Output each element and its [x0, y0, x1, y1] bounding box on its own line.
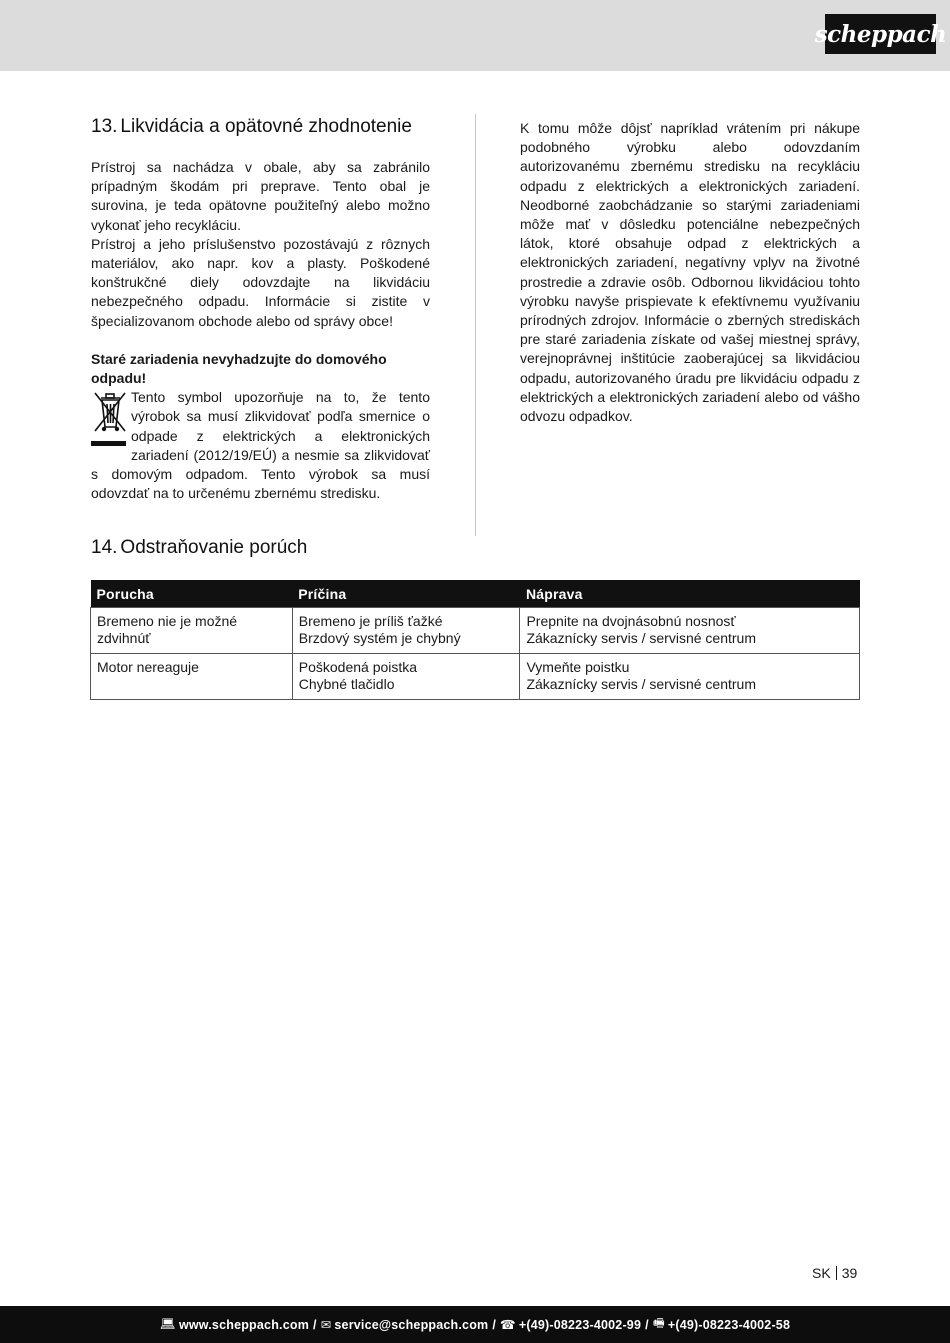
fault-cell — [91, 653, 293, 699]
section-13-heading — [91, 114, 430, 140]
cell-line: Zákaznícky servis / servisné centrum — [526, 675, 756, 692]
section-14-heading — [91, 535, 307, 561]
column-header-fault: Porucha — [91, 580, 293, 607]
section-number: 13. — [91, 116, 118, 137]
footer-website[interactable]: www.scheppach.com — [178, 1317, 310, 1332]
page-number — [812, 1265, 857, 1281]
cell-line: Chybné tlačidlo — [298, 675, 395, 692]
footer-separator: / — [645, 1317, 649, 1332]
right-column — [520, 119, 860, 426]
cause-cell — [292, 653, 520, 699]
header-band — [0, 0, 950, 71]
mail-icon: ✉︎ — [320, 1318, 332, 1332]
weee-block — [91, 388, 430, 503]
section-title: Likvidácia a opätovné zhodnotenie — [120, 116, 412, 137]
page-number-value: 39 — [841, 1265, 858, 1281]
cause-cell — [292, 607, 520, 653]
fax-icon: 🖷︎ — [652, 1316, 665, 1330]
footer-separator: / — [313, 1317, 317, 1332]
disposal-paragraph-1: Prístroj sa nachádza v obale, aby sa zabránilo prípadným škodám pri preprave. Tento obal je surovina, je teda opätovne použiteľný alebo možno vykonať jeho recykláciu. — [91, 159, 430, 233]
table-row — [91, 653, 860, 699]
page-language: SK — [812, 1265, 831, 1281]
footer-fax: +(49)-08223-4002-58 — [667, 1317, 791, 1332]
remedy-cell — [520, 653, 860, 699]
crossed-bin-icon — [91, 389, 129, 451]
footer-phone: +(49)-08223-4002-99 — [518, 1317, 642, 1332]
computer-icon: 💻︎ — [159, 1317, 176, 1331]
left-column — [91, 114, 430, 503]
cell-line: Bremeno je príliš ťažké — [298, 612, 443, 629]
fault-cell — [91, 607, 293, 653]
disposal-warning: Staré zariadenia nevyhadzujte do domového odpadu! — [91, 350, 387, 387]
weee-paragraph: Tento symbol upozorňuje na to, že tento výrobok sa musí zlikvidovať podľa smernice o odpade z elektrických a elektronických zariadení (2012/19/EÚ) a nesmie sa zlikvidovať s domovým odpadom. Tento výrobok sa musí odovzdať na to určenému zbernému stredisku. — [91, 389, 430, 502]
scheppach-logo: scheppach — [825, 14, 936, 54]
cell-line: zdvihnúť — [97, 629, 151, 646]
page-separator — [836, 1266, 837, 1280]
cell-line: Zákaznícky servis / servisné centrum — [526, 629, 756, 646]
column-divider — [475, 114, 476, 536]
section-number: 14. — [91, 537, 118, 558]
disposal-paragraph-right: K tomu môže dôjsť napríklad vrátením pri nákupe podobného výrobku alebo odovzdaním autorizovanému zbernému stredisku na recykláciu odpadu z elektrických a elektronických zariadení. Neodborné zaobchádzanie so starými zariadeniami môže mať v dôsledku potenciálne nebezpečných látok, ktoré obsahuje odpad z elektrických a elektronických zariadení, negatívny vplyv na životné prostredie a zdravie osôb. Odbornou likvidáciou tohto výrobku navyše prispievate k efektívnemu využívaniu prírodných zdrojov. Informácie o zberných strediskách pre staré zariadenia získate od vašej miestnej správy, verejnoprávnej inštitúcie zaoberajúcej sa likvidáciou odpadu, autorizovaného úradu pre likvidáciu odpadu z elektrických a elektronických zariadení alebo od vášho odvozu odpadkov. — [520, 120, 860, 425]
cell-line: Poškodená poistka — [298, 658, 418, 675]
cell-line: Vymeňte poistku — [526, 658, 630, 675]
cell-line: Prepnite na dvojnásobnú nosnosť — [526, 612, 736, 629]
column-header-remedy: Náprava — [520, 580, 860, 607]
troubleshooting-table — [90, 580, 860, 700]
phone-icon: ☎︎ — [500, 1318, 516, 1332]
cell-line: Motor nereaguje — [97, 658, 199, 675]
cell-line: Bremeno nie je možné — [97, 612, 238, 629]
section-title: Odstraňovanie porúch — [120, 537, 308, 558]
footer-separator: / — [492, 1317, 497, 1332]
footer-bar — [0, 1306, 950, 1343]
footer-email[interactable]: service@scheppach.com — [334, 1317, 489, 1332]
remedy-cell — [520, 607, 860, 653]
table-header-row — [91, 580, 860, 607]
column-header-cause: Príčina — [292, 580, 520, 607]
cell-line: Brzdový systém je chybný — [298, 629, 461, 646]
disposal-paragraph-2: Prístroj a jeho príslušenstvo pozostávajú z rôznych materiálov, ako napr. kov a plasty. Poškodené konštrukčné diely odovzdajte na likvidáciu nebezpečného odpadu. Informácie si zistite v špecializovanom obchode alebo od správy obce! — [91, 235, 430, 329]
table-row — [91, 607, 860, 653]
